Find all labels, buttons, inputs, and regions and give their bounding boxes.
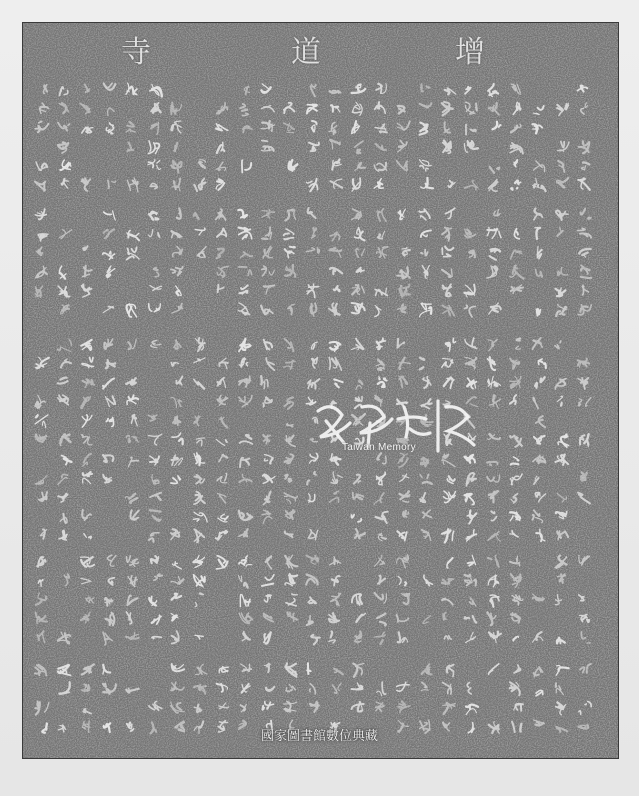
title-char-1: 寺 xyxy=(121,35,151,70)
watermark-subtitle: Taiwan Memory xyxy=(342,442,416,453)
collection-caption: 國家圖書館數位典藏 xyxy=(260,729,378,744)
rubbing-texture xyxy=(23,23,618,758)
title-char-2: 道 xyxy=(291,35,321,70)
taiwan-memory-watermark xyxy=(298,393,498,461)
inscription-glyph xyxy=(536,309,540,316)
inscription-glyph xyxy=(581,472,587,481)
title-char-3: 增 xyxy=(455,35,485,70)
stele-rubbing-image xyxy=(22,22,619,759)
